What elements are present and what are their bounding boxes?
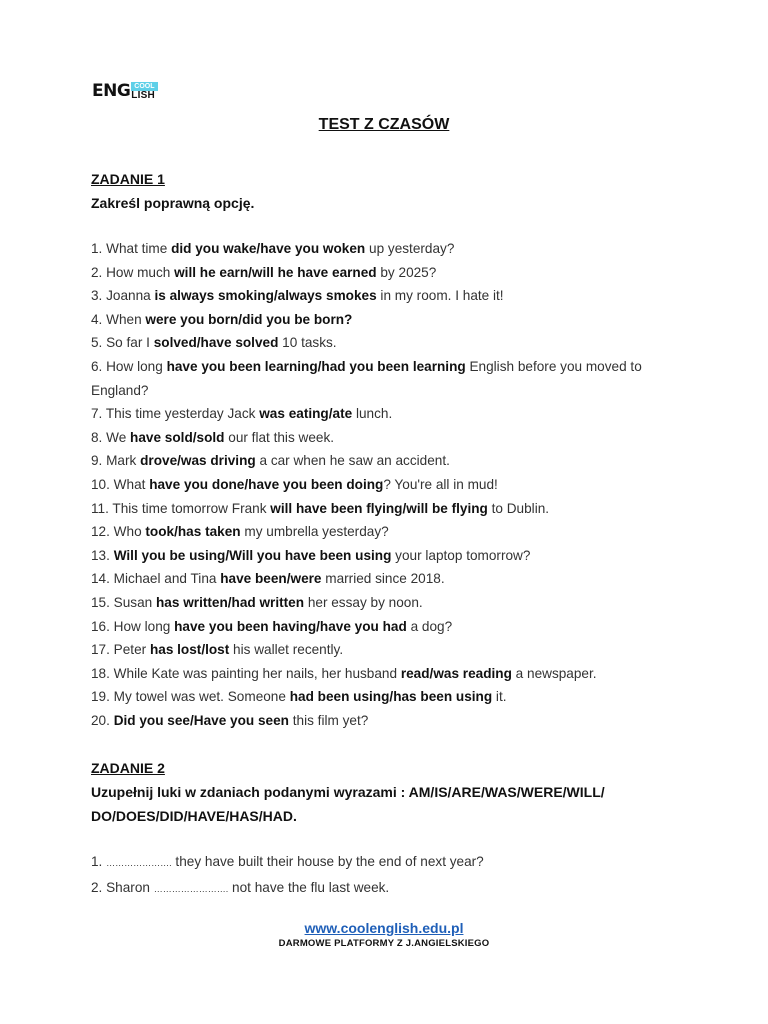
question-item: 2. Sharon ……………………. not have the flu last week. — [91, 879, 390, 895]
task1-question-list — [91, 237, 691, 732]
question-item: 13. Will you be using/Will you have been using your laptop tomorrow? — [91, 547, 531, 563]
footer — [0, 920, 768, 950]
question-item: 11. This time tomorrow Frank will have been flying/will be flying to Dublin. — [91, 500, 550, 516]
question-item: 7. This time yesterday Jack was eating/ate lunch. — [91, 406, 393, 422]
task2-heading: ZADANIE 2 — [91, 760, 165, 776]
footer-subtitle: DARMOWE PLATFORMY Z J.ANGIELSKIEGO — [278, 938, 490, 949]
logo-sub-text: LISH — [131, 90, 155, 101]
question-item: 17. Peter has lost/lost his wallet recently. — [91, 642, 344, 658]
question-item: 3. Joanna is always smoking/always smokes in my room. I hate it! — [91, 288, 504, 304]
logo-right — [131, 81, 159, 101]
question-item: 20. Did you see/Have you seen this film yet? — [91, 712, 369, 728]
task2-question-list — [91, 850, 691, 901]
gap-blank: ……………………. — [153, 883, 229, 894]
question-item: 8. We have sold/sold our flat this week. — [91, 429, 335, 445]
page-title: TEST Z CZASÓW — [318, 116, 450, 133]
task1-instruction: Zakreśl poprawną opcję. — [91, 195, 255, 211]
footer-link[interactable]: www.coolenglish.edu.pl — [304, 920, 464, 936]
question-item: 15. Susan has written/had written her essay by noon. — [91, 594, 423, 610]
gap-blank: …………………. — [106, 858, 172, 868]
logo-main-text: ENG — [92, 81, 131, 101]
question-item: 18. While Kate was painting her nails, her husband read/was reading a newspaper. — [91, 665, 597, 681]
question-item: 16. How long have you been having/have you had a dog? — [91, 618, 453, 634]
question-item: 1. …………………. they have built their house by the end of next year? — [91, 854, 484, 869]
task1-heading: ZADANIE 1 — [91, 171, 165, 187]
logo-badge: COOL — [131, 82, 157, 91]
question-item: 14. Michael and Tina have been/were married since 2018. — [91, 571, 445, 587]
question-item: 2. How much will he earn/will he have earned by 2025? — [91, 264, 437, 280]
question-item: 9. Mark drove/was driving a car when he saw an accident. — [91, 453, 450, 469]
question-item: 4. When were you born/did you be born? — [91, 311, 353, 327]
question-item: 6. How long have you been learning/had you been learning English before you moved to England? — [91, 358, 642, 398]
question-item: 19. My towel was wet. Someone had been using/has been using it. — [91, 689, 507, 705]
question-item: 10. What have you done/have you been doing? You're all in mud! — [91, 476, 498, 492]
question-item: 1. What time did you wake/have you woken up yesterday? — [91, 241, 455, 256]
logo — [92, 81, 159, 101]
task2-instruction: Uzupełnij luki w zdaniach podanymi wyrazami : AM/IS/ARE/WAS/WERE/WILL/ DO/DOES/DID/HAVE/HAS/HAD. — [91, 784, 605, 824]
question-item: 12. Who took/has taken my umbrella yesterday? — [91, 524, 389, 540]
question-item: 5. So far I solved/have solved 10 tasks. — [91, 335, 337, 351]
